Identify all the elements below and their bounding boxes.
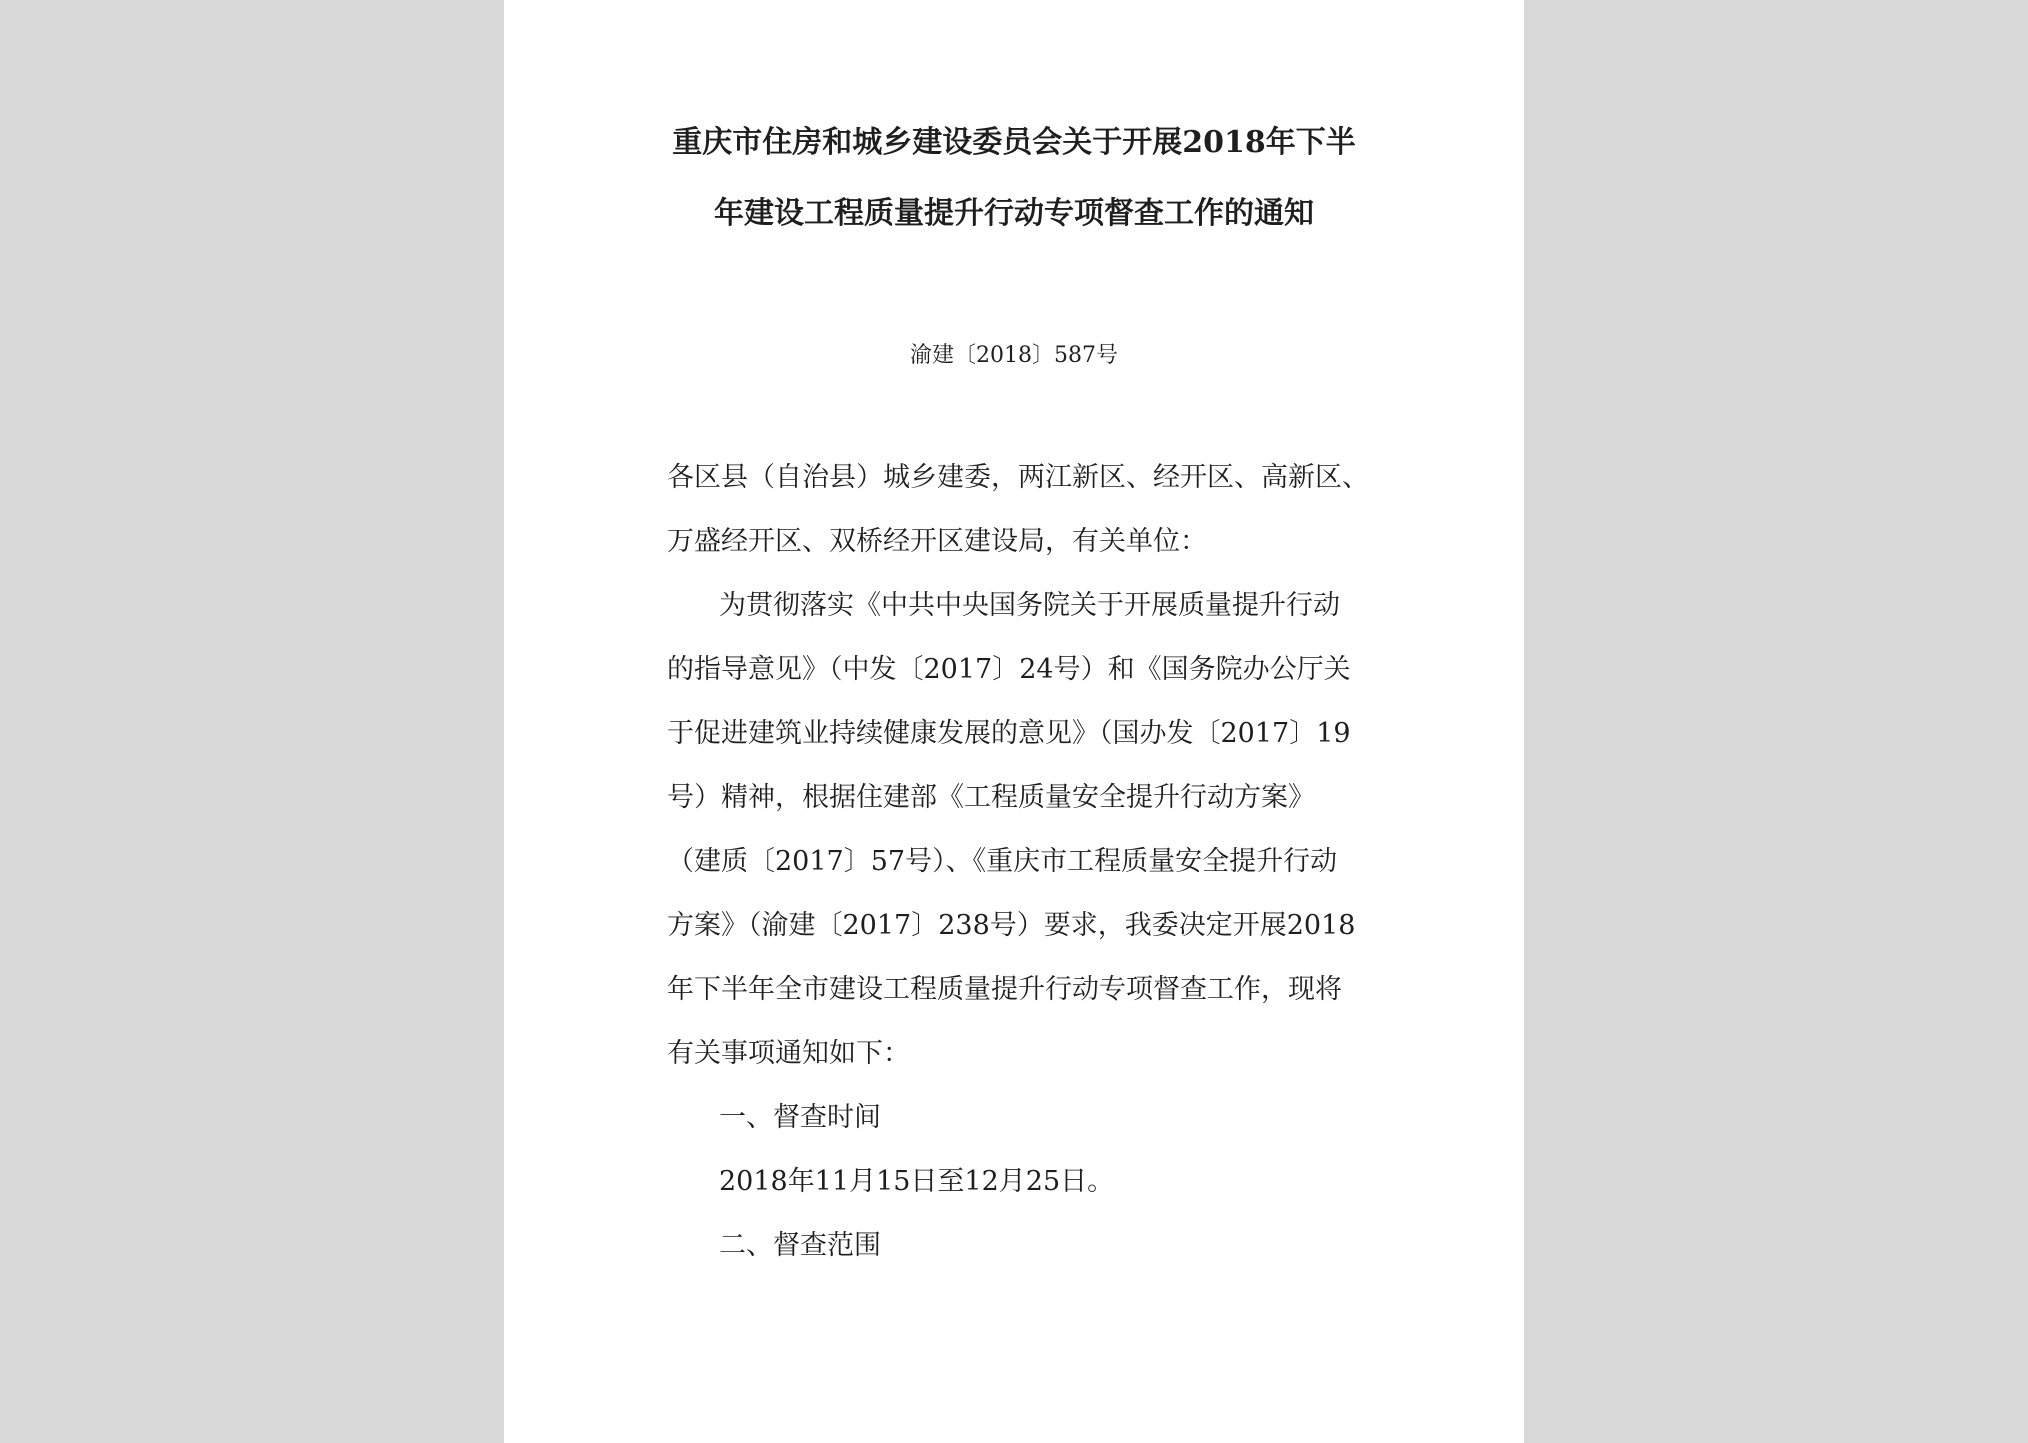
section-1-text: 2018年11月15日至12月25日。 [719, 1166, 1115, 1197]
document-title-line-2: 年建设工程质量提升行动专项督查工作的通知 [714, 196, 1314, 231]
document-page [504, 0, 1524, 1443]
paragraph-line-4: 号）精神，根据住建部《工程质量安全提升行动方案》 [667, 782, 1315, 813]
paragraph-line-6: 方案》（渝建〔2017〕238号）要求，我委决定开展2018 [667, 910, 1356, 941]
document-number: 渝建〔2018〕587号 [910, 343, 1118, 368]
addressee-line-2: 万盛经开区、双桥经开区建设局，有关单位： [667, 526, 1207, 557]
addressee-line-1: 各区县（自治县）城乡建委，两江新区、经开区、高新区、 [667, 462, 1369, 493]
paragraph-line-3: 于促进建筑业持续健康发展的意见》（国办发〔2017〕19 [667, 718, 1351, 749]
section-1-heading: 一、督查时间 [719, 1102, 881, 1133]
section-2-heading: 二、督查范围 [719, 1230, 881, 1261]
paragraph-line-2: 的指导意见》（中发〔2017〕24号）和《国务院办公厅关 [667, 654, 1351, 685]
document-title-line-1: 重庆市住房和城乡建设委员会关于开展2018年下半 [672, 125, 1356, 160]
paragraph-line-8: 有关事项通知如下： [667, 1038, 910, 1069]
paragraph-line-7: 年下半年全市建设工程质量提升行动专项督查工作，现将 [667, 974, 1342, 1005]
paragraph-line-1: 为贯彻落实《中共中央国务院关于开展质量提升行动 [719, 590, 1340, 621]
paragraph-line-5: （建质〔2017〕57号）、《重庆市工程质量安全提升行动 [667, 846, 1338, 877]
